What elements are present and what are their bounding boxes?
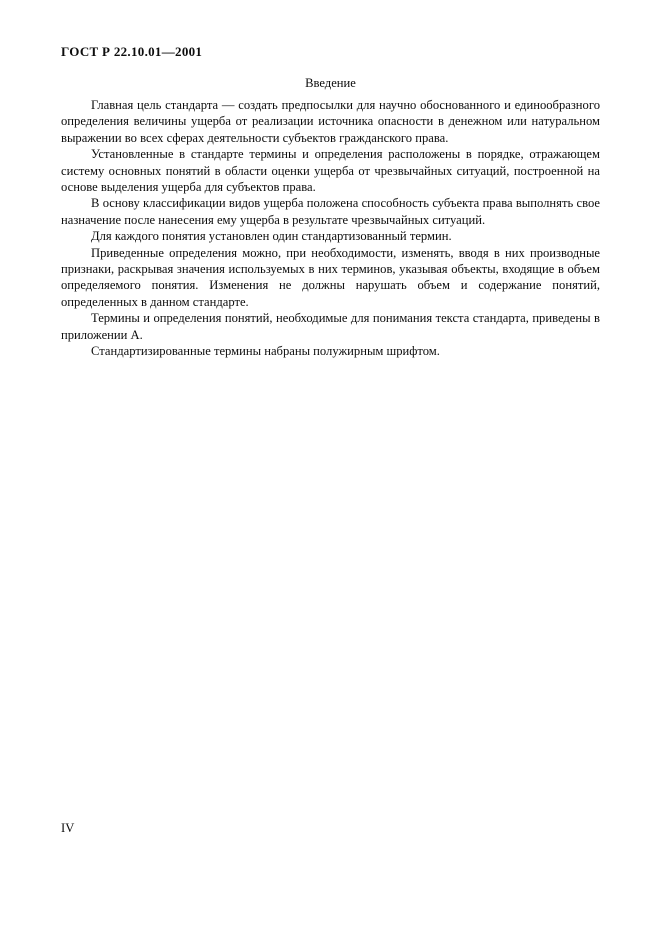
paragraph: Главная цель стандарта — создать предпосылки для научно обоснованного и единообразного определения величины ущерба от реализации источника опасности в денежном или натуральном выражении во всех сферах деятельности субъектов гражданского права. [61,98,600,145]
paragraph: Стандартизированные термины набраны полужирным шрифтом. [91,344,440,359]
section-title: Введение [305,76,356,90]
document-standard-number: ГОСТ Р 22.10.01—2001 [61,44,203,59]
paragraph: Термины и определения понятий, необходимые для понимания текста стандарта, приведены в приложении А. [61,311,600,342]
paragraph: Приведенные определения можно, при необходимости, изменять, вводя в них производные признаки, раскрывая значения используемых в них терминов, указывая объекты, входящие в объем определяемого понятия. Изменения не должны нарушать объем и содержание понятий, определенных в данном стандарте. [61,245,600,309]
document-body [61,97,600,360]
paragraph: В основу классификации видов ущерба положена способность субъекта права выполнять свое назначение после нанесения ему ущерба в результате чрезвычайных ситуаций. [61,196,600,227]
paragraph: Для каждого понятия установлен один стандартизованный термин. [91,229,452,244]
page-number: IV [61,821,75,835]
paragraph: Установленные в стандарте термины и определения расположены в порядке, отражающем систему основных понятий в области оценки ущерба от чрезвычайных ситуаций, построенной на основе выделения ущерба для субъектов права. [61,147,600,195]
